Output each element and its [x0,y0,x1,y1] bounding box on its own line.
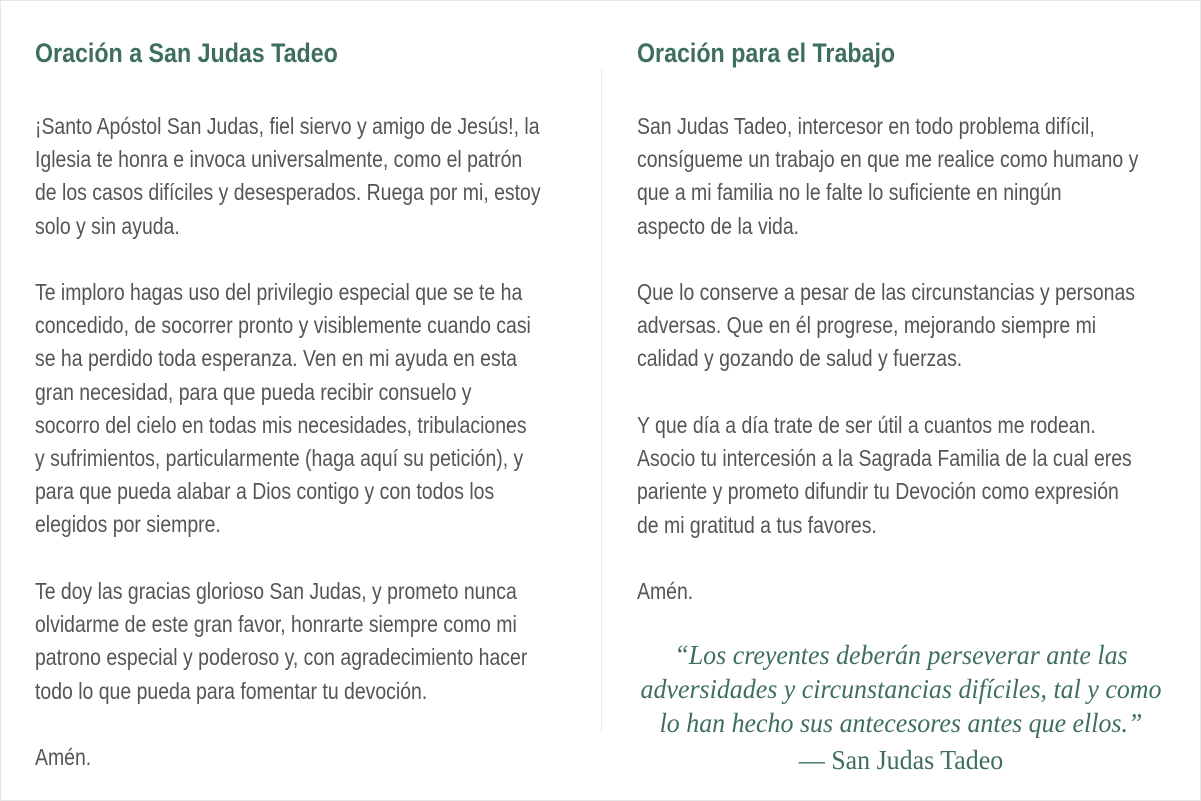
column-divider [601,69,602,733]
prayer-title-san-judas: Oración a San Judas Tadeo [35,38,338,68]
prayer-paragraph: Te imploro hagas uso del privilegio especial que se te ha concedido, de socorrer pronto y visiblemente cuando casi se ha perdido toda esperanza. Ven en mi ayuda en esta gran necesidad, para que pueda recibir consuelo y socorro del cielo en todas mis necesidades, tribulaciones y sufrimientos, particularmente (haga aquí su petición), y para que pueda alabar a Dios contigo y con todos los elegidos por siempre. [35,279,531,538]
prayer-amen: Amén. [35,744,92,770]
prayer-paragraph: San Judas Tadeo, intercesor en todo problema difícil, consígueme un trabajo en que me realice como humano y que a mi familia no le falte lo suficiente en ningún aspecto de la vida. [637,113,1139,239]
saint-quote: “Los creyentes deberán perseverar ante las adversidades y circunstancias difíciles, tal y como lo han hecho sus antecesores antes que ellos.” [640,640,1162,738]
prayer-title-trabajo: Oración para el Trabajo [637,38,896,68]
quote-attribution: — San Judas Tadeo [798,745,1004,775]
prayer-paragraph: Te doy las gracias glorioso San Judas, y prometo nunca olvidarme de este gran favor, honrarte siempre como mi patrono especial y poderoso y, con agradecimiento hacer todo lo que pueda para fomentar tu devoción. [35,578,528,704]
prayer-paragraph: Y que día a día trate de ser útil a cuantos me rodean. Asocio tu intercesión a la Sagrada Familia de la cual eres pariente y prometo difundir tu Devoción como expresión de mi gratitud a tus favores. [637,412,1132,538]
prayer-paragraph: ¡Santo Apóstol San Judas, fiel siervo y amigo de Jesús!, la Iglesia te honra e invoca universalmente, como el patrón de los casos difíciles y desesperados. Ruega por mi, estoy solo y sin ayuda. [35,113,541,239]
prayer-amen: Amén. [637,578,694,604]
prayer-paragraph: Que lo conserve a pesar de las circunstancias y personas adversas. Que en él progrese, mejorando siempre mi calidad y gozando de salud y fuerzas. [637,279,1136,372]
